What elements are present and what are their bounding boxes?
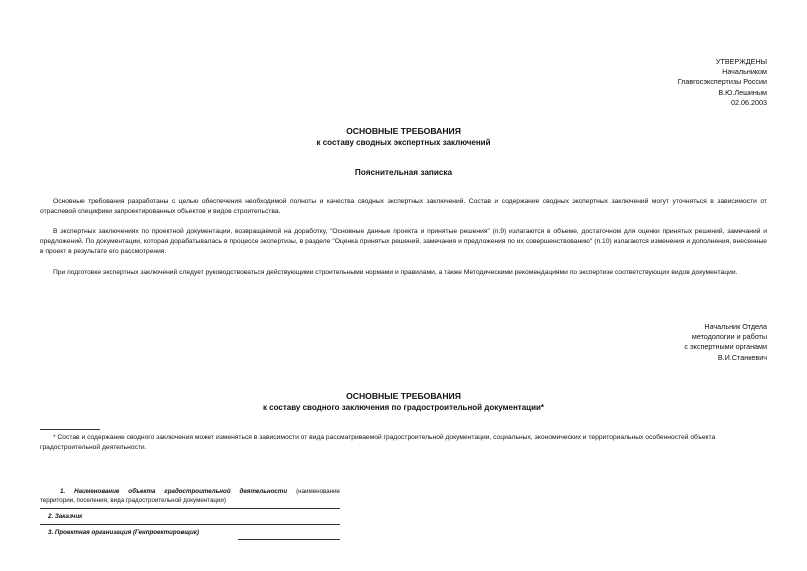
footnote-text: * Состав и содержание сводного заключения может изменяться в зависимости от вида рассматриваемой градостроительной документации, социальных, экономических и территориальных особенностей объекта градостроительной деятельности. bbox=[40, 434, 716, 452]
form-item-designer bbox=[40, 528, 340, 537]
form-item-designer-label: 3. Проектная организация (Генпроектировщик) bbox=[48, 529, 199, 536]
section2-subtitle: к составу сводного заключения по градостроительной документации* bbox=[262, 403, 545, 412]
section1-title: ОСНОВНЫЕ ТРЕБОВАНИЯ bbox=[346, 126, 461, 136]
section1-subtitle: к составу сводных экспертных заключений bbox=[316, 138, 491, 147]
paragraph: Основные требования разработаны с целью обеспечения необходимой полноты и качества сводных экспертных заключений. Состав и содержание сводных экспертных заключений могут уточняться в зависимости от отраслевой специфики запроектированных объектов и видов строительства. bbox=[40, 198, 767, 216]
form-fields bbox=[40, 488, 340, 537]
form-item-customer: 2. Заказчик bbox=[48, 513, 83, 520]
approval-line: УТВЕРЖДЕНЫ bbox=[715, 57, 767, 66]
section1-title-block bbox=[0, 126, 807, 148]
section2-title-block bbox=[0, 391, 807, 413]
approval-line: В.Ю.Лешиным bbox=[718, 87, 767, 97]
signature-line: методологии и работы bbox=[691, 332, 767, 342]
form-line bbox=[40, 508, 340, 509]
signature-line: Начальник Отдела bbox=[704, 322, 767, 331]
section2-title: ОСНОВНЫЕ ТРЕБОВАНИЯ bbox=[346, 391, 461, 401]
paragraph: В экспертных заключениях по проектной документации, возвращаемой на доработку, "Основные данные проекта и принятые решения" (п.9) излагаются в объеме, достаточном для оценки принятых решений, замечаний и предложений. По документации, которая дорабатывалась в процессе экспертизы, в разделе "Оценка принятых решений, замечания и предложения по их совершенствованию" (п.10) излагаются изменения и дополнения, внесенные в проект в результате его рассмотрения. bbox=[40, 228, 767, 256]
form-item-object-label: 1. Наименование объекта градостроительной деятельности bbox=[60, 488, 288, 495]
form-item-object-hint: (наименование территории, поселения, вида градостроительной документации) bbox=[40, 488, 340, 504]
signature-block bbox=[684, 322, 767, 363]
approval-line: Начальником bbox=[722, 67, 767, 77]
form-line bbox=[40, 524, 340, 525]
paragraph: При подготовке экспертных заключений следует руководствоваться действующими строительными нормами и правилами, а также Методическими рекомендациями по экспертизе соответствующих видов документации. bbox=[53, 269, 738, 276]
form-item-object bbox=[40, 488, 340, 505]
form-short-line bbox=[238, 539, 340, 540]
approval-line: Главгосэкспертизы России bbox=[677, 77, 767, 87]
signature-line: с экспертными органами bbox=[684, 342, 767, 352]
explanatory-heading: Пояснительная записка bbox=[354, 168, 453, 177]
footnote-divider bbox=[40, 429, 100, 430]
signature-name: В.И.Станкевич bbox=[717, 352, 767, 362]
approval-stamp bbox=[678, 57, 767, 108]
approval-date: 02.06.2003 bbox=[731, 97, 767, 107]
